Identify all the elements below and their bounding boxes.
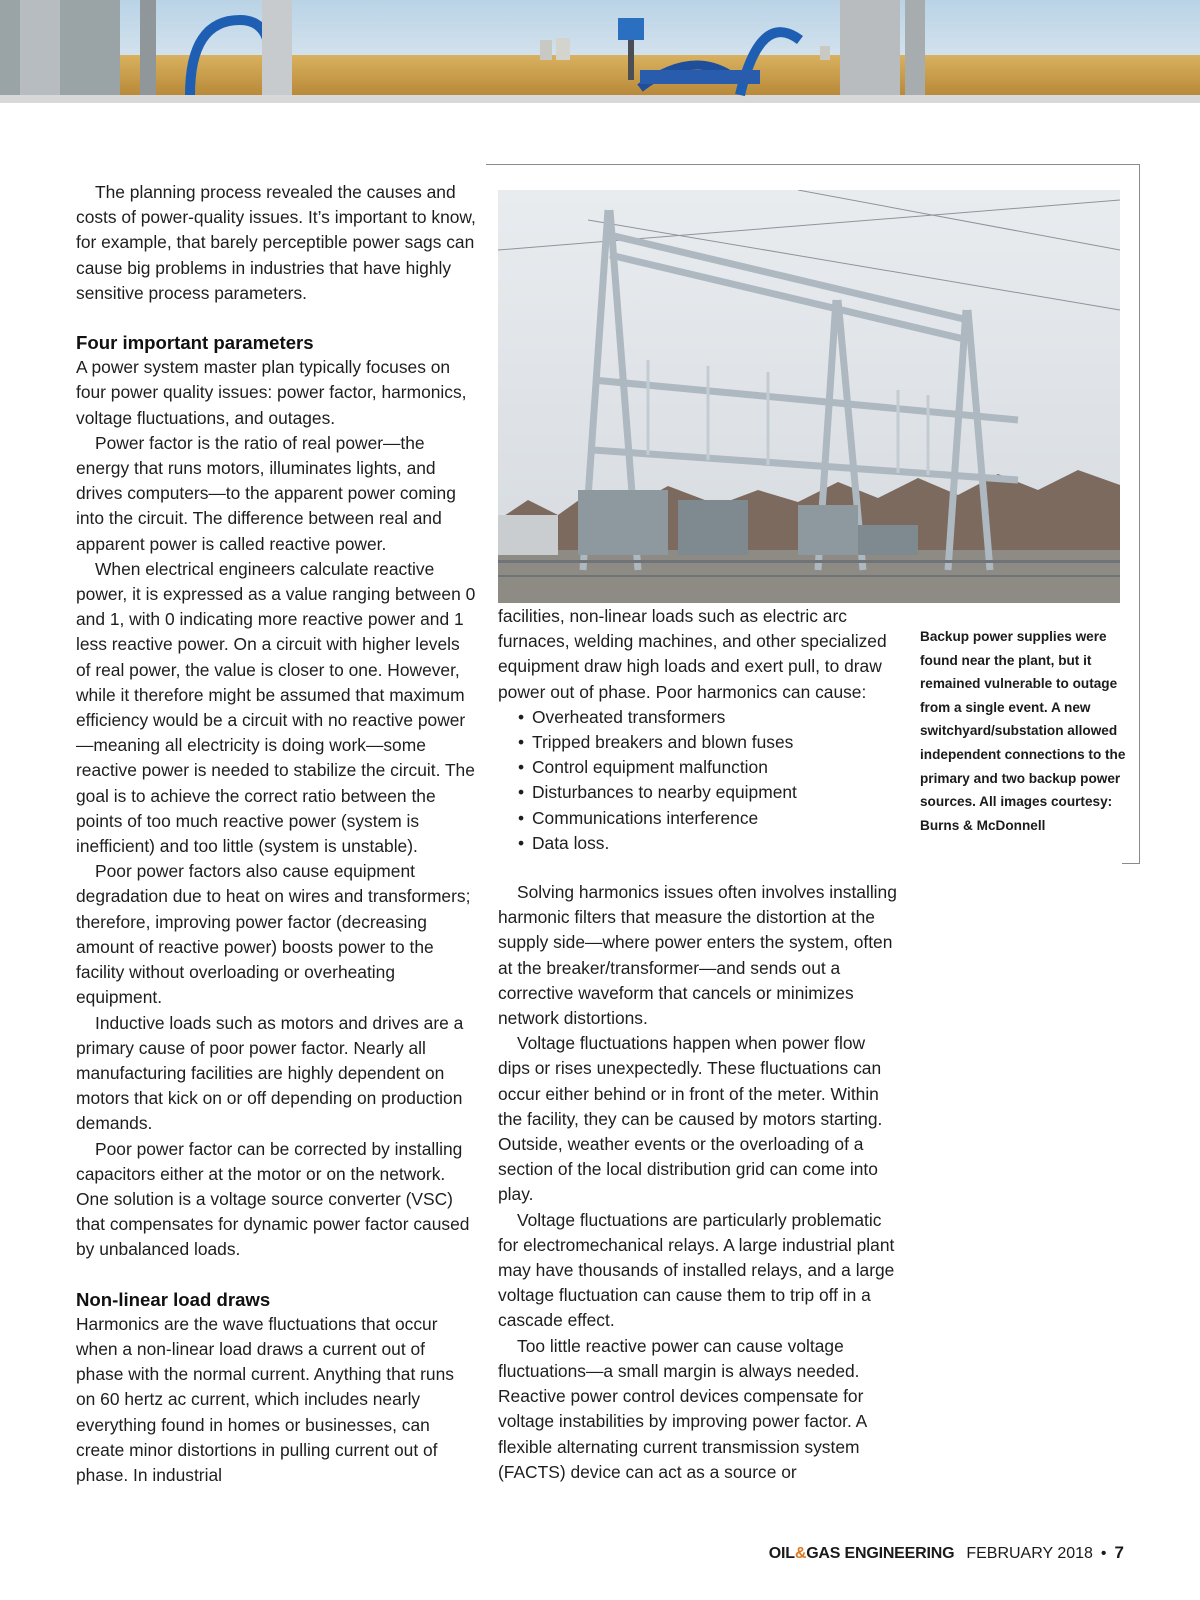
figure-frame-right [1139,164,1140,864]
figure-caption: Backup power supplies were found near the plant, but it remained vulnerable to outage from a single event. A new switchyard/substation allowed independent connections to the primary and two backup power sources. All images courtesy: Burns & McDonnell [920,629,1126,833]
article-column-right [498,604,898,1485]
figure-frame-bottom [1122,863,1140,864]
paragraph: facilities, non-linear loads such as electric arc furnaces, welding machines, and other specialized equipment draw high loads and exert pull, to draw power out of phase. Poor harmonics can cause: [498,606,887,702]
paragraph: Harmonics are the wave fluctuations that occur when a non-linear load draws a current out of phase with the normal current. Anything that runs on 60 hertz ac current, which includes nearly everything found in homes or businesses, can create minor distortions in pulling current out of phase. In industrial [76,1313,454,1485]
bullet-icon: • [518,782,525,803]
paragraph: Power factor is the ratio of real power—the energy that runs motors, illuminates lights, and drives computers—to the apparent power coming into the circuit. The difference between real and apparent power is called reactive power. [76,432,456,554]
bullet-icon: • [518,732,525,753]
list-item [518,806,898,831]
magazine-brand [769,1545,955,1562]
brand-part-gas-engineering: GAS ENGINEERING [806,1545,955,1562]
separator-dot: • [1100,1545,1107,1562]
bullet-icon: • [518,757,525,778]
article-column-left [76,180,476,1488]
issue-date: FEBRUARY 2018 [966,1545,1093,1562]
figure-frame-top [486,164,1140,165]
list-item [518,730,898,755]
brand-part-oil: OIL [768,1545,795,1562]
list-item-text: Tripped breakers and blown fuses [532,732,794,753]
paragraph: Solving harmonics issues often involves installing harmonic filters that measure the distortion at the supply side—where power enters the system, often at the breaker/transformer—and sends out a corrective waveform that cancels or minimizes network distortions. [498,882,897,1029]
list-item-text: Disturbances to nearby equipment [532,782,797,803]
bullet-icon: • [518,832,525,853]
list-item-text: Overheated transformers [532,706,726,727]
brand-ampersand: & [794,1545,807,1562]
list-item [518,780,898,805]
bullet-icon: • [518,706,525,727]
paragraph: Voltage fluctuations are particularly problematic for electromechanical relays. A large industrial plant may have thousands of installed relays, and a large voltage fluctuation can cause them to trip off in a cascade effect. [498,1209,895,1331]
banner-photo [0,0,1200,103]
list-item-text: Communications interference [532,807,759,828]
intro-paragraph: The planning process revealed the causes and costs of power-quality issues. It’s important to know, for example, that barely perceptible power sags can cause big problems in industries that have highly sensitive process parameters. [76,182,476,303]
switchyard-image [498,190,1120,603]
substation-photo [498,190,1120,603]
paragraph: A power system master plan typically focuses on four power quality issues: power factor, harmonics, voltage fluctuations, and outages. [76,357,467,428]
section-heading-nonlinear: Non-linear load draws [76,1288,271,1310]
list-item-text: Data loss. [532,832,610,853]
paragraph: Voltage fluctuations happen when power flow dips or rises unexpectedly. These fluctuations can occur either behind or in front of the meter. Within the facility, they can be caused by motors starting. Outside, weather events or the overloading of a section of the local distribution grid can come into play. [498,1033,883,1205]
paragraph: Too little reactive power can cause voltage fluctuations—a small margin is always needed. Reactive power control devices compensate for voltage instabilities by improving power factor. A flexible alternating current transmission system (FACTS) device can act as a source or [498,1335,867,1482]
oilfield-photo [0,0,1200,103]
list-item-text: Control equipment malfunction [532,757,768,778]
section-heading-parameters: Four important parameters [76,332,314,354]
harmonics-effects-list [518,705,898,856]
list-item [518,755,898,780]
list-item [518,705,898,730]
list-item [518,831,898,856]
bullet-icon: • [518,807,525,828]
page-footer [769,1543,1124,1564]
paragraph: Poor power factor can be corrected by installing capacitors either at the motor or on the network. One solution is a voltage source converter (VSC) that compensates for dynamic power factor caused by unbalanced loads. [76,1138,470,1260]
paragraph: When electrical engineers calculate reactive power, it is expressed as a value ranging between 0 and 1, with 0 indicating more reactive power and 1 less reactive power. On a circuit with higher levels of real power, the value is closer to one. However, while it therefore might be assumed that maximum efficiency would be a circuit with no reactive power—meaning all electricity is doing work—some reactive power is needed to stabilize the circuit. The goal is to achieve the correct ratio between the points of too much reactive power (system is inefficient) and too little (system is unstable). [76,558,476,857]
page-number: 7 [1114,1543,1124,1562]
paragraph: Poor power factors also cause equipment degradation due to heat on wires and transformers; therefore, improving power factor (decreasing amount of reactive power) boosts power to the facility without overloading or overheating equipment. [76,861,471,1008]
paragraph: Inductive loads such as motors and drives are a primary cause of poor power factor. Nearly all manufacturing facilities are highly dependent on motors that kick on or off depending on production demands. [76,1012,464,1134]
